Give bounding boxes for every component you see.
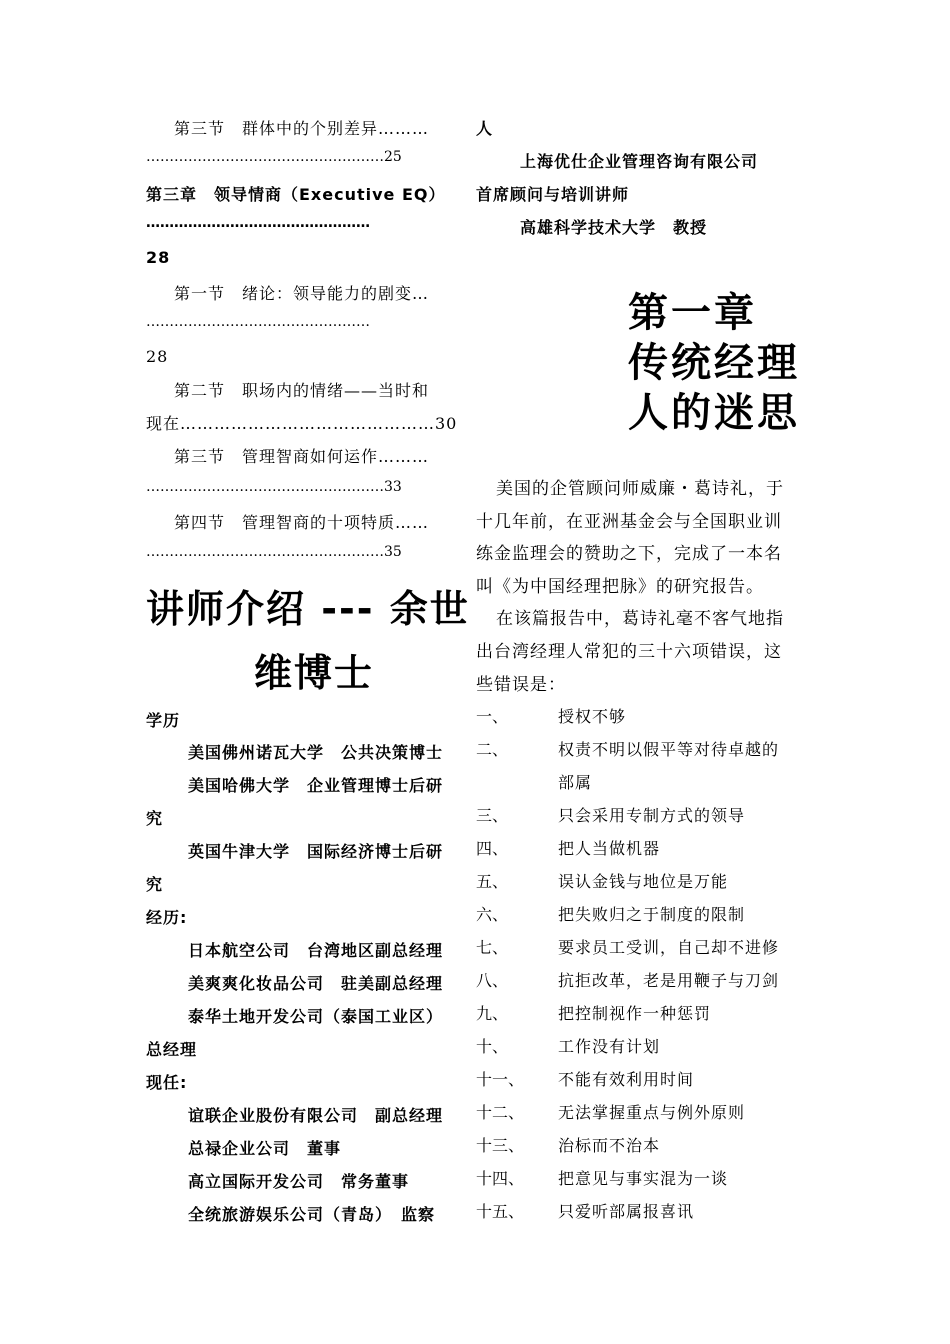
chapter-title: 传统经理 — [628, 340, 800, 386]
intro-title: 维博士 — [254, 651, 375, 695]
list-item: 只会采用专制方式的领导 — [558, 806, 746, 825]
list-item: 治标而不治本 — [558, 1136, 661, 1155]
current-item: 高雄科学技术大学 教授 — [520, 218, 708, 237]
list-number: 十一、 — [476, 1070, 525, 1089]
toc-line: ………………………………………… — [146, 215, 370, 231]
list-number: 一、 — [476, 707, 509, 726]
list-item: 无法掌握重点与例外原则 — [558, 1103, 746, 1122]
toc-line: 第三节 群体中的个别差异……… — [174, 119, 430, 138]
toc-chapter-heading: 第三章 领导情商（Executive EQ） — [146, 185, 446, 204]
toc-page-number: 28 — [146, 248, 171, 267]
education-item: 美国哈佛大学 企业管理博士后研 — [188, 776, 444, 795]
toc-line: ………………………………………… — [146, 314, 370, 330]
experience-item: 美爽爽化妆品公司 驻美副总经理 — [188, 974, 444, 993]
list-number: 十二、 — [476, 1103, 525, 1122]
education-item: 究 — [146, 809, 164, 828]
education-item: 究 — [146, 875, 164, 894]
list-item: 授权不够 — [558, 707, 627, 726]
list-item: 抗拒改革，老是用鞭子与刀剑 — [558, 971, 780, 990]
current-item-continued: 人 — [476, 119, 494, 138]
paragraph-line: 叫《为中国经理把脉》的研究报告。 — [476, 576, 764, 597]
paragraph-line: 些错误是： — [476, 674, 566, 695]
list-item: 不能有效利用时间 — [558, 1070, 695, 1089]
list-number: 十四、 — [476, 1169, 525, 1188]
list-item: 只爱听部属报喜讯 — [558, 1202, 695, 1221]
education-item: 美国佛州诺瓦大学 公共决策博士 — [188, 743, 444, 762]
list-number: 五、 — [476, 872, 509, 891]
experience-item: 日本航空公司 台湾地区副总经理 — [188, 941, 444, 960]
chapter-title: 第一章 — [628, 290, 757, 336]
list-number: 十五、 — [476, 1202, 525, 1221]
list-item: 误认金钱与地位是万能 — [558, 872, 729, 891]
education-label: 学历 — [146, 711, 181, 730]
toc-line: 第一节 绪论：领导能力的剧变… — [174, 284, 430, 303]
list-item: 部属 — [558, 773, 593, 792]
list-item: 把意见与事实混为一谈 — [558, 1169, 729, 1188]
list-item: 工作没有计划 — [558, 1037, 661, 1056]
paragraph-line: 美国的企管顾问师威廉・葛诗礼，于 — [496, 479, 784, 499]
list-number: 十、 — [476, 1037, 509, 1056]
toc-page-number: 28 — [146, 347, 169, 366]
list-number: 三、 — [476, 806, 509, 825]
paragraph-line: 练金监理会的赞助之下，完成了一本名 — [476, 544, 782, 565]
list-item: 把控制视作一种惩罚 — [558, 1004, 712, 1023]
list-number: 四、 — [476, 839, 509, 858]
list-item: 要求员工受训，自己却不进修 — [558, 938, 780, 957]
list-item: 权责不明以假平等对待卓越的 — [558, 740, 780, 759]
chapter-title: 人的迷思 — [628, 390, 800, 436]
list-item: 把失败归之于制度的限制 — [558, 905, 746, 924]
paragraph-line: 在该篇报告中，葛诗礼毫不客气地指 — [496, 609, 784, 630]
list-number: 七、 — [476, 938, 509, 957]
current-item: 上海优仕企业管理咨询有限公司 — [520, 152, 759, 171]
list-number: 九、 — [476, 1004, 509, 1023]
toc-line: ……………………………………………33 — [146, 479, 402, 495]
education-item: 英国牛津大学 国际经济博士后研 — [188, 842, 444, 861]
list-number: 十三、 — [476, 1136, 525, 1155]
current-item: 全统旅游娱乐公司（青岛） 监察 — [188, 1205, 436, 1224]
list-item: 把人当做机器 — [558, 839, 661, 858]
current-item: 谊联企业股份有限公司 副总经理 — [188, 1106, 444, 1125]
paragraph-line: 十几年前，在亚洲基金会与全国职业训 — [476, 511, 782, 532]
toc-line: 第三节 管理智商如何运作……… — [174, 447, 430, 466]
current-item: 总禄企业公司 董事 — [188, 1139, 342, 1158]
experience-item: 总经理 — [146, 1040, 198, 1059]
toc-line: 第四节 管理智商的十项特质…… — [174, 513, 430, 532]
experience-item: 泰华土地开发公司（泰国工业区） — [188, 1007, 444, 1026]
current-label: 现任: — [146, 1073, 188, 1092]
toc-line: 现在………………………………………30 — [146, 414, 458, 433]
toc-line: ……………………………………………25 — [146, 149, 402, 165]
paragraph-line: 出台湾经理人常犯的三十六项错误，这 — [476, 642, 782, 662]
toc-line: ……………………………………………35 — [146, 544, 402, 560]
list-number: 六、 — [476, 905, 509, 924]
list-number: 八、 — [476, 971, 509, 990]
toc-line: 第二节 职场内的情绪——当时和 — [174, 381, 430, 400]
experience-label: 经历: — [146, 908, 188, 927]
current-item: 高立国际开发公司 常务董事 — [188, 1172, 410, 1191]
current-item: 首席顾问与培训讲师 — [476, 185, 630, 204]
list-number: 二、 — [476, 740, 509, 759]
intro-title: 讲师介绍 --- 余世 — [146, 587, 470, 631]
